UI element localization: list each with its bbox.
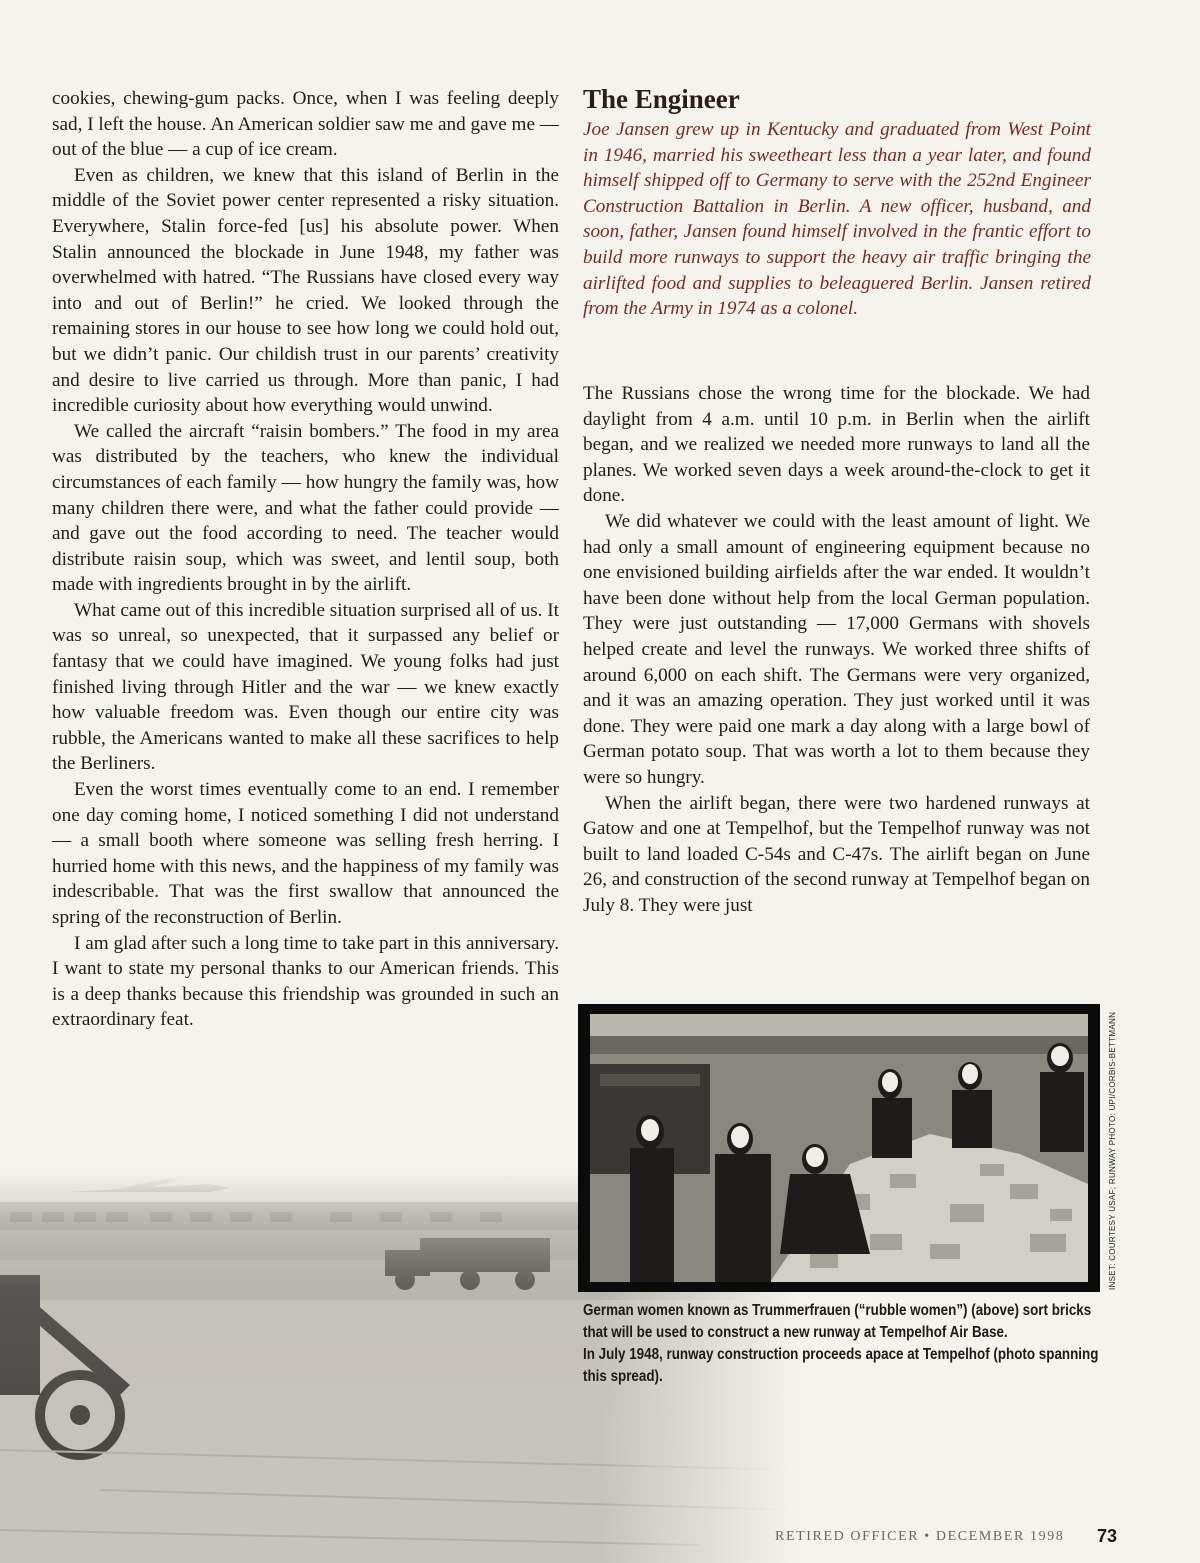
sidebar-intro: Joe Jansen grew up in Kentucky and graduated from West Point in 1946, married his sweetheart less than a year later, and found himself shipped off to Germany to serve with the 252nd Engineer Construction Battalion in Berlin. A new officer, husband, and soon, father, Jansen found himself involved in the frantic effort to build more runways to support the heavy air traffic bringing the airlifted food and supplies to beleaguered Berlin. Jansen retired from the Army in 1974 as a colonel.: [583, 119, 1091, 320]
sidebar: [583, 84, 1091, 322]
right-column: [583, 381, 1090, 918]
page-footer: [775, 1526, 1145, 1550]
photo-credit: INSET: COURTESY USAF; RUNWAY PHOTO: UPI/CORBIS-BETTMANN: [1108, 1011, 1117, 1290]
publication-line: RETIRED OFFICER • DECEMBER 1998: [775, 1529, 1065, 1544]
page-number: 73: [1096, 1526, 1117, 1546]
paragraph: We called the aircraft “raisin bombers.” The food in my area was distributed by the teachers, who knew the individual circumstances of each family — how hungry the family was, how many children there were, and what the father could provide — and gave out the food according to need. The teacher would distribute raisin soup, which was sweet, and lentil soup, both made with ingredients brought in by the airlift.: [52, 420, 559, 596]
paragraph: The Russians chose the wrong time for the blockade. We had daylight from 4 a.m. until 10 p.m. in Berlin when the airlift began, and we realized we needed more runways to land all the planes. We worked seven days a week around-the-clock to get it done.: [583, 383, 1090, 507]
sidebar-title: The Engineer: [583, 84, 740, 114]
photo-caption: [583, 1300, 1103, 1388]
inset-photo-frame: [578, 1004, 1100, 1292]
paragraph: We did whatever we could with the least amount of light. We had only a small amount of engineering equipment because no one envisioned building airfields after the war ended. It wouldn’t have been done without help from the local German population. They were just outstanding — 17,000 Germans with shovels helped create and level the runways. We worked three shifts of around 6,000 on each shift. The Germans were very organized, and it was an amazing operation. They just worked until it was done. They were paid one mark a day along with a large bowl of German potato soup. That was worth a lot to them because they were so hungry.: [583, 510, 1090, 788]
paragraph: Even as children, we knew that this island of Berlin in the middle of the Soviet power center represented a risky situation. Everywhere, Stalin force-fed [us] his absolute power. When Stalin announced the blockade in June 1948, my father was overwhelmed with hatred. “The Russians have closed every way into and out of Berlin!” he cried. We looked through the remaining stores in our house to see how long we could hold out, but we didn’t panic. Our childish trust in our parents’ creativity and desire to live carried us through. More than panic, I had incredible curiosity about how everything would unwind.: [52, 164, 559, 417]
paragraph: What came out of this incredible situation surprised all of us. It was so unreal, so unexpected, that it surpassed any belief or fantasy that we could have imagined. We young folks had just finished living through Hitler and the war — we knew exactly how valuable freedom was. Even though our entire city was rubble, the Americans wanted to make all these sacrifices to help the Berliners.: [52, 599, 559, 775]
paragraph: When the airlift began, there were two hardened runways at Gatow and one at Tempelhof, but the Tempelhof runway was not built to land loaded C-54s and C-47s. The airlift began on June 26, and construction of the second runway at Tempelhof began on July 8. They were just: [583, 792, 1090, 916]
paragraph: I am glad after such a long time to take part in this anniversary. I want to state my personal thanks to our American friends. This is a deep thanks because this friendship was grounded in such an extraordinary feat.: [52, 932, 559, 1031]
left-column: [52, 86, 559, 1033]
rubble-women-photo: [590, 1014, 1088, 1282]
paragraph: Even the worst times eventually come to an end. I remember one day coming home, I noticed something I did not understand — a small booth where someone was selling fresh herring. I hurried home with this news, and the happiness of my family was indescribable. That was the first swallow that announced the spring of the reconstruction of Berlin.: [52, 779, 559, 928]
paragraph: cookies, chewing-gum packs. Once, when I was feeling deeply sad, I left the house. An American soldier saw me and gave me — out of the blue — a cup of ice cream.: [52, 88, 559, 161]
caption-spread: In July 1948, runway construction proceeds apace at Tempelhof (photo spanning this spread).: [583, 1346, 1099, 1385]
caption-inset: German women known as Trummerfrauen (“rubble women”) (above) sort bricks that will be used to construct a new runway at Tempelhof Air Base.: [583, 1302, 1092, 1341]
